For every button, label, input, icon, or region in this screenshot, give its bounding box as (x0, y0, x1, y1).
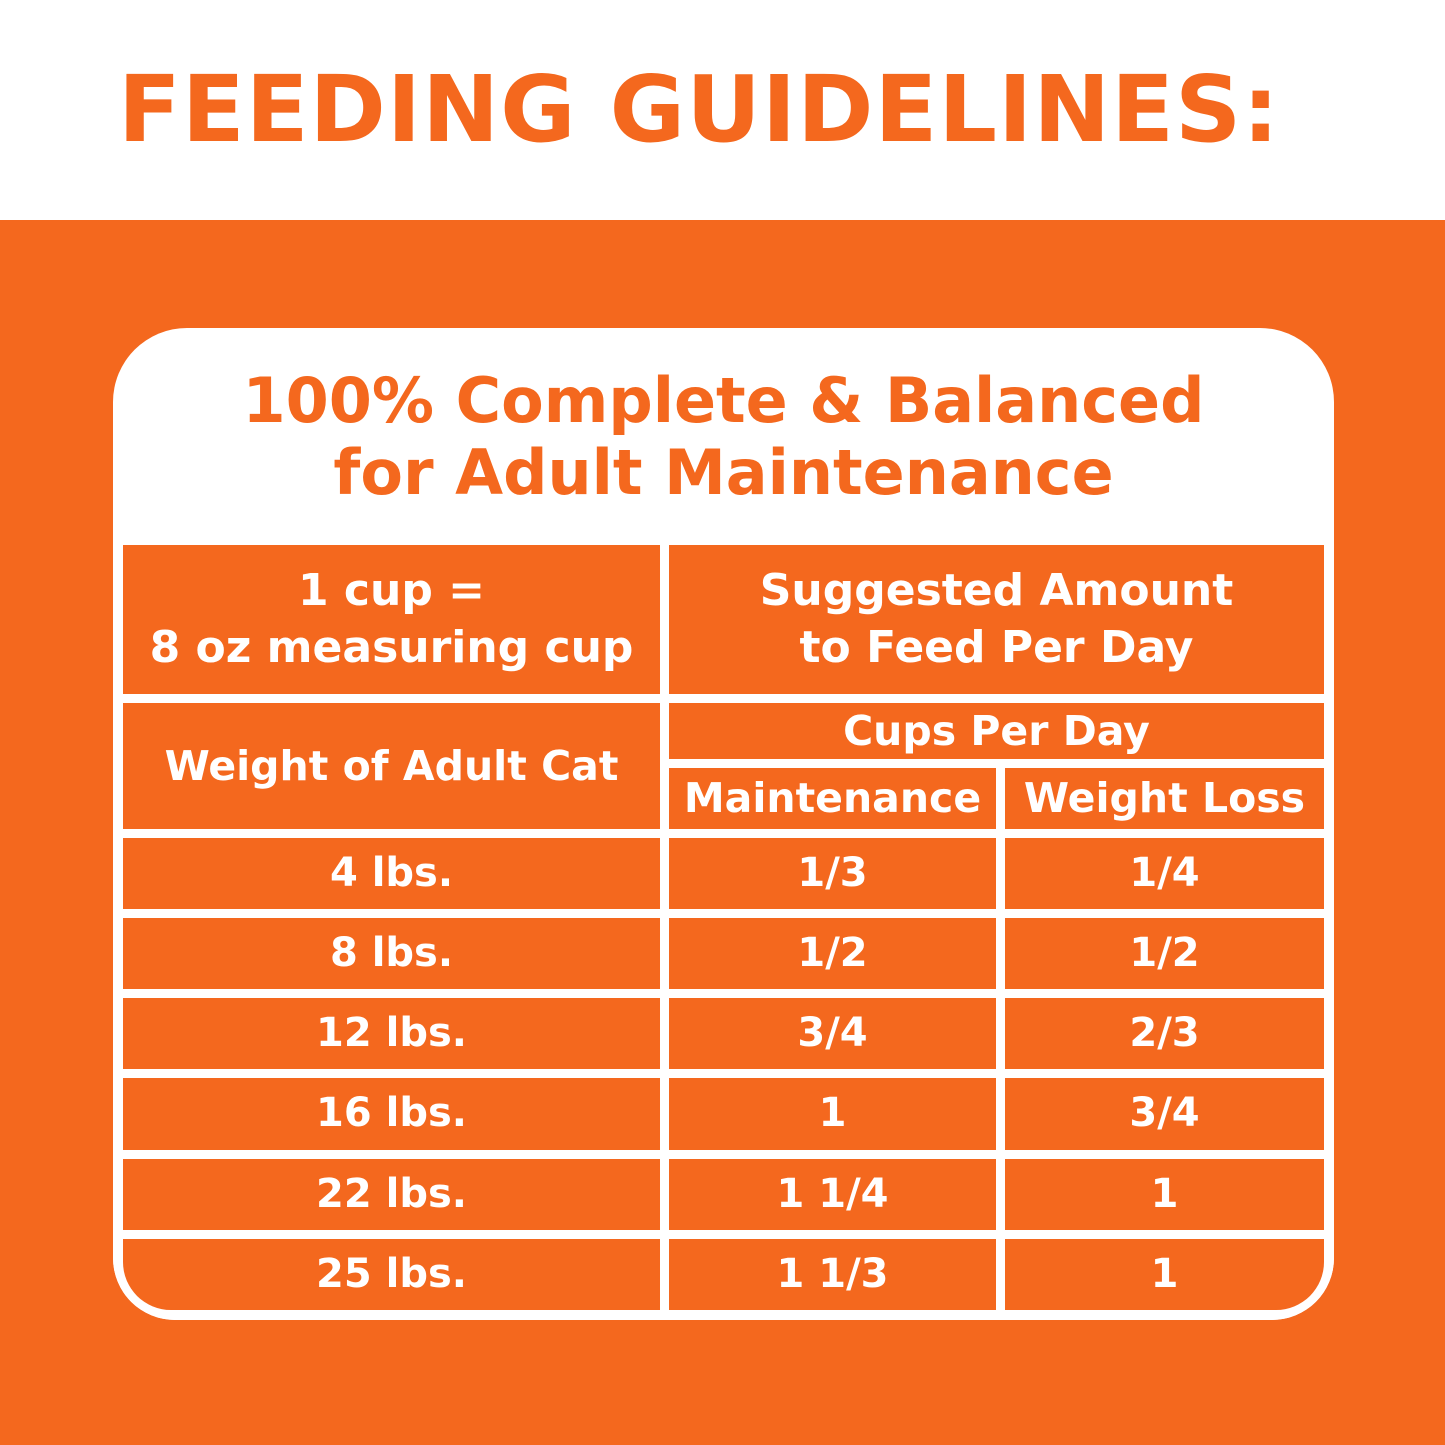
row-22lbs-maintenance: 1 1/4 (669, 1159, 996, 1230)
row-22lbs-weight: 22 lbs. (123, 1159, 660, 1230)
row-16lbs-weight: 16 lbs. (123, 1078, 660, 1149)
row-25lbs-weight: 25 lbs. (123, 1239, 660, 1310)
row-8lbs-weight: 8 lbs. (123, 918, 660, 989)
column-header-cups-per-day: Cups Per Day (669, 703, 1324, 759)
suggested-line2: to Feed Per Day (799, 621, 1194, 673)
cell-cup-note (123, 545, 660, 694)
cup-note-line1: 1 cup = (297, 565, 486, 617)
orange-background (0, 220, 1445, 1445)
row-25lbs-maintenance: 1 1/3 (669, 1239, 996, 1310)
column-header-weight: Weight of Adult Cat (123, 703, 660, 829)
row-12lbs-weight: 12 lbs. (123, 998, 660, 1069)
page-title: FEEDING GUIDELINES: (118, 56, 1281, 163)
cell-suggested-amount (669, 545, 1324, 694)
feeding-table (113, 545, 1334, 1320)
row-8lbs-maintenance: 1/2 (669, 918, 996, 989)
row-16lbs-weight-loss: 3/4 (1005, 1078, 1324, 1149)
panel-title-line2: for Adult Maintenance (333, 435, 1114, 509)
suggested-line1: Suggested Amount (759, 565, 1234, 617)
row-25lbs-weight-loss: 1 (1005, 1239, 1324, 1310)
top-band (0, 0, 1445, 220)
column-header-maintenance: Maintenance (669, 768, 996, 829)
row-4lbs-maintenance: 1/3 (669, 838, 996, 909)
row-4lbs-weight: 4 lbs. (123, 838, 660, 909)
row-16lbs-maintenance: 1 (669, 1078, 996, 1149)
column-header-weight-loss: Weight Loss (1005, 768, 1324, 829)
row-12lbs-maintenance: 3/4 (669, 998, 996, 1069)
row-4lbs-weight-loss: 1/4 (1005, 838, 1324, 909)
row-12lbs-weight-loss: 2/3 (1005, 998, 1324, 1069)
feeding-panel (113, 328, 1334, 1320)
cup-note-line2: 8 oz measuring cup (149, 621, 634, 673)
row-22lbs-weight-loss: 1 (1005, 1159, 1324, 1230)
panel-title-line1: 100% Complete & Balanced (242, 363, 1205, 437)
row-8lbs-weight-loss: 1/2 (1005, 918, 1324, 989)
panel-title (113, 328, 1334, 545)
